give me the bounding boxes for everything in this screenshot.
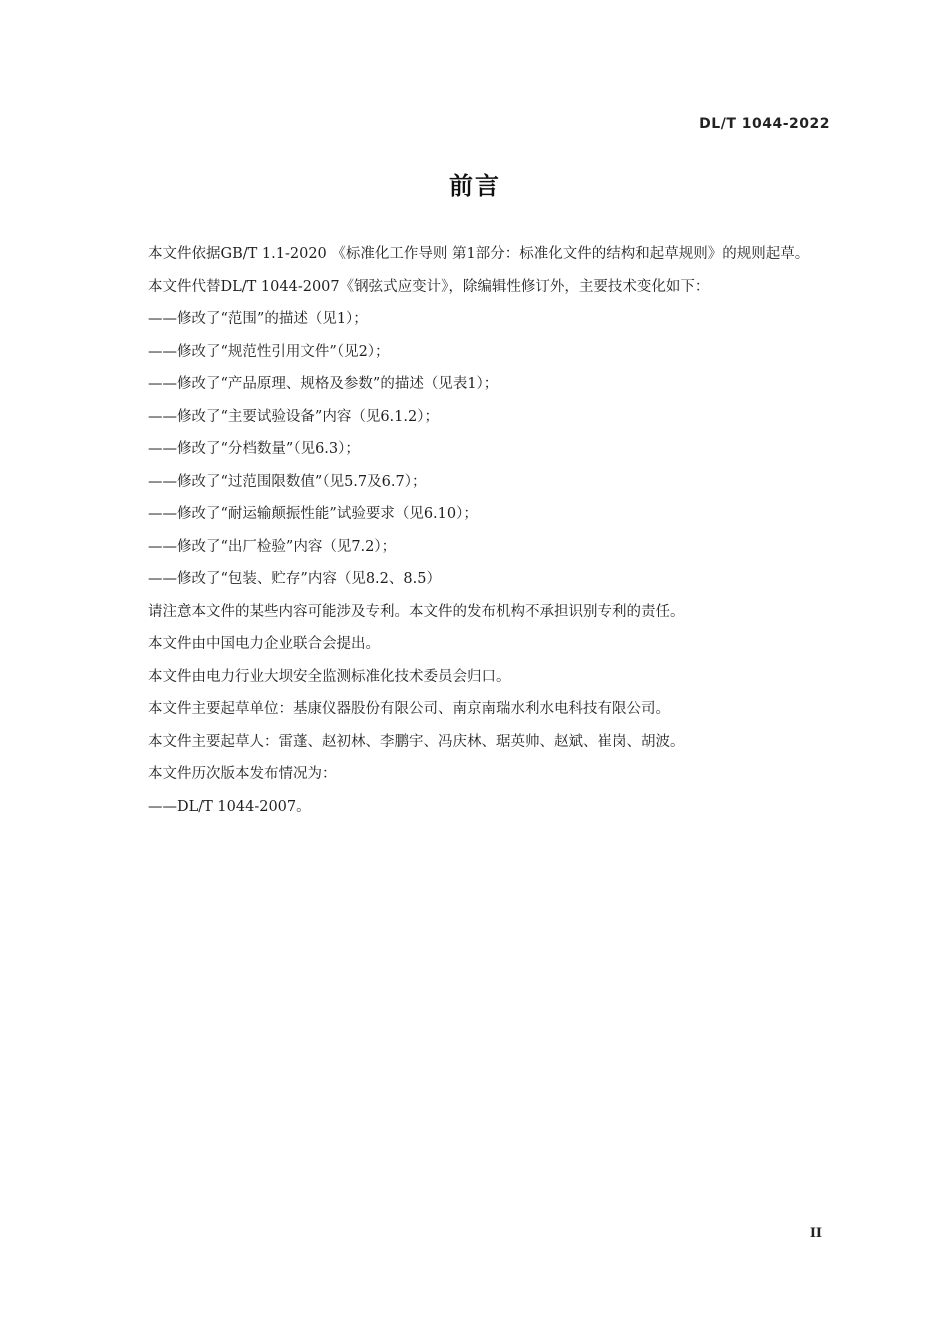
changes-list xyxy=(119,303,843,596)
paragraph-basis: 本文件依据GB/T 1.1-2020 《标准化工作导则 第1部分：标准化文件的结构和起草规则》的规则起草。 xyxy=(148,246,810,262)
list-item: ——修改了“产品原理、规格及参数”的描述（见表1）； xyxy=(148,376,499,392)
paragraph-history-intro: 本文件历次版本发布情况为： xyxy=(148,766,337,782)
list-item: ——修改了“耐运输颠振性能”试验要求（见6.10）； xyxy=(148,506,478,522)
paragraph-proposer: 本文件由中国电力企业联合会提出。 xyxy=(148,636,380,652)
document-body xyxy=(119,238,843,823)
list-item: ——修改了“范围”的描述（见1）； xyxy=(148,311,368,327)
page-number: II xyxy=(809,1226,822,1241)
history-list xyxy=(119,791,843,824)
page-title: 前言 xyxy=(449,172,501,200)
list-item: ——修改了“分档数量”（见6.3）； xyxy=(148,441,360,457)
list-item: ——修改了“主要试验设备”内容（见6.1.2）； xyxy=(148,408,439,425)
list-item: ——修改了“出厂检验”内容（见7.2）； xyxy=(148,538,397,555)
paragraph-replaces: 本文件代替DL/T 1044-2007《钢弦式应变计》，除编辑性修订外，主要技术变化如下： xyxy=(148,278,710,295)
document-code: DL/T 1044-2022 xyxy=(699,116,830,132)
list-item: ——修改了“过范围限数值”（见5.7及6.7）； xyxy=(148,473,427,490)
paragraph-committee: 本文件由电力行业大坝安全监测标准化技术委员会归口。 xyxy=(148,668,511,685)
list-item: ——修改了“包装、贮存”内容（见8.2、8.5） xyxy=(148,571,441,587)
list-item: ——DL/T 1044-2007。 xyxy=(148,798,311,815)
paragraph-drafting-units: 本文件主要起草单位：基康仪器股份有限公司、南京南瑞水利水电科技有限公司。 xyxy=(148,701,670,717)
paragraph-drafters: 本文件主要起草人：雷蓬、赵初林、李鹏宇、冯庆林、琚英帅、赵斌、崔岗、胡波。 xyxy=(148,733,685,750)
list-item: ——修改了“规范性引用文件”（见2）； xyxy=(148,343,390,360)
paragraph-patent-notice: 请注意本文件的某些内容可能涉及专利。本文件的发布机构不承担识别专利的责任。 xyxy=(148,603,685,620)
